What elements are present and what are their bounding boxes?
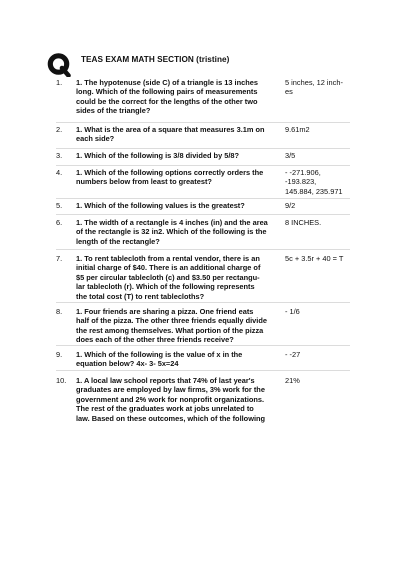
page-title: TEAS EXAM MATH SECTION (tristine) <box>81 55 230 64</box>
question-text: 1. The hypotenuse (side C) of a triangle is 13 inches long. Which of the following pairs of measurements could be the correct for the lengths of the other two sides of the triangle? <box>76 78 258 116</box>
question-row-3 <box>56 151 350 166</box>
answer-text: 9.61m2 <box>285 125 310 134</box>
question-text: 1. Which of the following options correctly orders the numbers below from least to greatest? <box>76 168 264 187</box>
question-text: 1. What is the area of a square that measures 3.1m on each side? <box>76 125 265 144</box>
question-number: 1. <box>56 78 63 87</box>
question-row-6 <box>56 218 350 250</box>
question-number: 8. <box>56 307 63 316</box>
answer-text: 5c + 3.5r + 40 = T <box>285 254 344 263</box>
question-text: 1. The width of a rectangle is 4 inches (in) and the area of the rectangle is 32 in2. Which of the following is the length of the rectangle? <box>76 218 268 246</box>
question-text: 1. To rent tablecloth from a rental vendor, there is an initial charge of $40. There is an additional charge of $5 per circular tablecloth (c) and $3.50 per rectangu- lar tablecloth (r). Which of the following represents the total cost (T) to rent tablecloths? <box>76 254 261 301</box>
answer-text: 8 INCHES. <box>285 218 322 227</box>
question-row-9 <box>56 350 350 371</box>
question-number: 2. <box>56 125 63 134</box>
question-row-2 <box>56 125 350 149</box>
question-text: 1. Four friends are sharing a pizza. One friend eats half of the pizza. The other three friends equally divide the rest among themselves. What portion of the pizza does each of the other three friends receive? <box>76 307 267 345</box>
question-number: 10. <box>56 376 67 385</box>
answer-text: 9/2 <box>285 201 296 210</box>
answer-text: - 1/6 <box>285 307 300 316</box>
question-text: 1. A local law school reports that 74% of last year's graduates are employed by law firms, 3% work for the government and 2% work for nonprofit organizations. The rest of the graduates work at jobs unrelated to law. Based on these outcomes, which of the following <box>76 376 266 423</box>
question-row-4 <box>56 168 350 199</box>
question-row-8 <box>56 307 350 346</box>
answer-text: - -27 <box>285 350 301 359</box>
question-text: 1. Which of the following is the value of x in the equation below? 4x- 3- 5x=24 <box>76 350 243 369</box>
question-row-7 <box>56 254 350 303</box>
quizlet-logo-icon <box>47 52 71 77</box>
question-row-5 <box>56 201 350 215</box>
question-number: 7. <box>56 254 63 263</box>
question-number: 3. <box>56 151 63 160</box>
question-row-1 <box>56 78 350 123</box>
question-text: 1. Which of the following values is the greatest? <box>76 201 245 210</box>
answer-text: 3/5 <box>285 151 296 160</box>
question-number: 4. <box>56 168 63 177</box>
answer-text: - -271.906, -193.823, 145.884, 235.971 <box>285 168 343 196</box>
question-row-10 <box>56 376 350 424</box>
question-number: 6. <box>56 218 63 227</box>
answer-text: 21% <box>285 376 300 385</box>
question-text: 1. Which of the following is 3/8 divided by 5/8? <box>76 151 240 160</box>
question-number: 9. <box>56 350 63 359</box>
question-number: 5. <box>56 201 63 210</box>
answer-text: 5 inches, 12 inch- es <box>285 78 343 97</box>
